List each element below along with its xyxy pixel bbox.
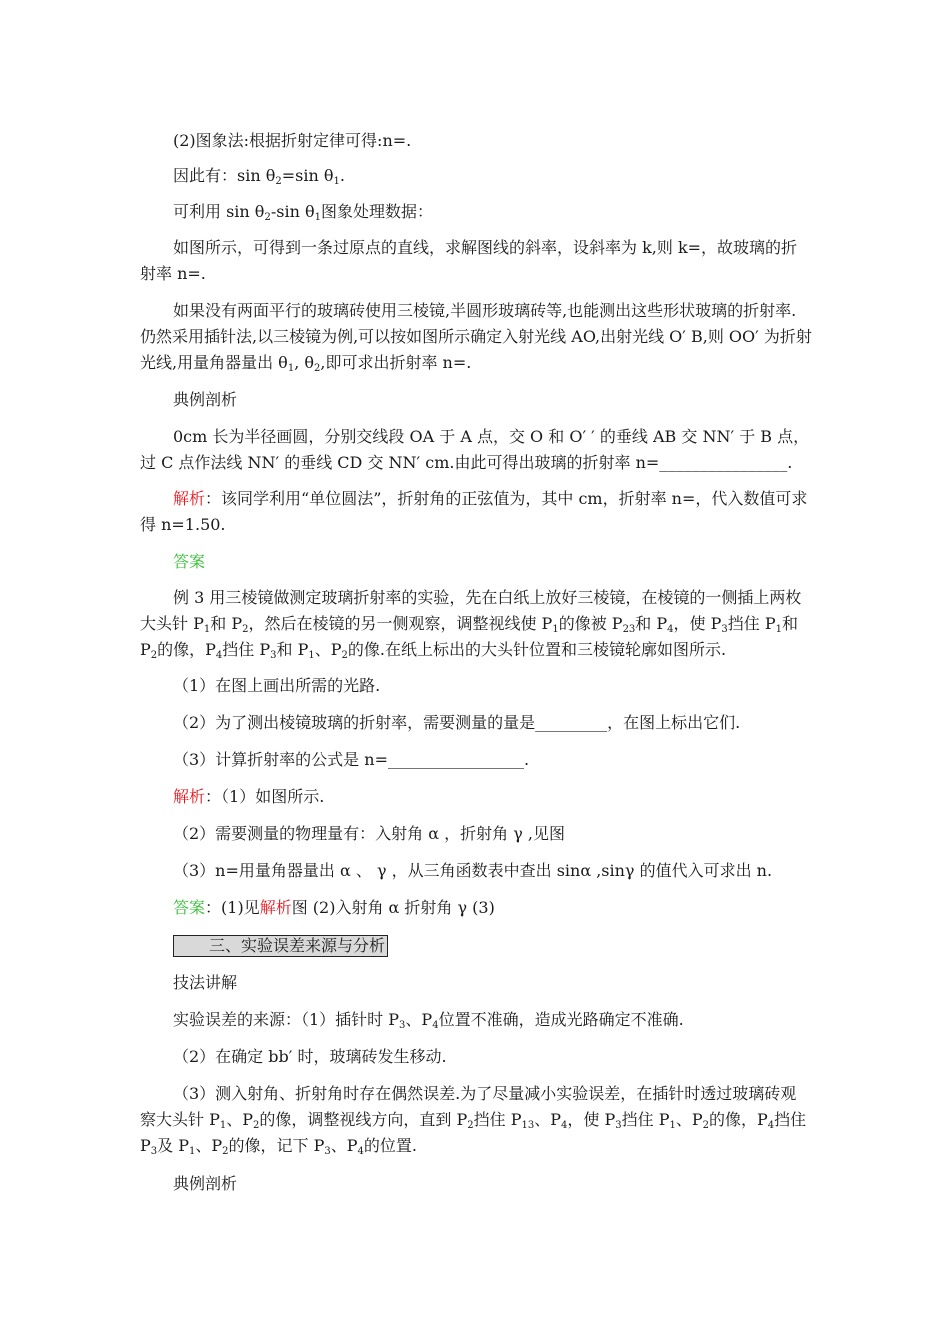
subscript: 3: [270, 650, 277, 661]
subscript: 4: [561, 1120, 568, 1131]
subscript: 2: [314, 363, 321, 374]
subscript: 3: [399, 1020, 406, 1031]
paragraph-prism-method: [140, 298, 812, 376]
paragraph-example-3: [140, 585, 812, 663]
section-heading-error: [140, 933, 812, 959]
text: 图象处理数据：: [320, 202, 433, 221]
text: 的像.在纸上标出的大头针位置和三棱镜轮廓如图所示.: [347, 640, 727, 659]
text: 、P: [330, 1136, 358, 1155]
question-1: [173, 673, 813, 699]
subscript: 13: [521, 1120, 535, 1131]
text: 如果没有两面平行的玻璃砖使用三棱镜,半圆形玻璃砖等,也能测出这些形状玻璃的折射率.仍然采用插针法,以三棱镜为例,可以按如图所示确定入射光线 AO,出射光线 O′ B,则 OO′ 为折射光线,用量角器量出 θ: [140, 301, 812, 372]
text: ：(1)见: [205, 898, 260, 917]
answer-label: 答案: [173, 898, 206, 917]
analysis-label: 解析: [173, 489, 206, 508]
text: 和 P: [635, 614, 668, 633]
text: 如图所示，可得到一条过原点的直线，求解图线的斜率，设斜率为 k,则 k=，故玻璃的折射率 n=.: [140, 238, 798, 283]
paragraph-unit-circle-problem: [140, 424, 812, 476]
text: 的像，调整视线方向，直到 P: [259, 1110, 468, 1129]
subscript: 1: [219, 1120, 227, 1131]
subscript: 1: [308, 650, 315, 661]
text: 挡住 P: [140, 1110, 807, 1155]
subscript: 2: [264, 212, 271, 223]
subscript: 1: [314, 212, 321, 223]
text: 挡住 P: [473, 1110, 522, 1129]
subscript: 1: [552, 624, 559, 635]
subscript: 3: [721, 624, 728, 635]
text: 及 P: [157, 1136, 189, 1155]
subscript: 1: [189, 1146, 196, 1157]
text: 、P: [314, 640, 342, 659]
subscript: 3: [150, 1146, 158, 1157]
subscript: 4: [767, 1120, 775, 1131]
section-heading-example: [140, 387, 812, 413]
subscript: 23: [622, 624, 636, 635]
error-point-3: [140, 1081, 812, 1159]
text: 典例剖析: [173, 390, 238, 409]
heading-box: 三、实验误差来源与分析: [173, 935, 388, 957]
text: 的像，P: [709, 1110, 768, 1129]
text: （3）n=用量角器量出 α 、 γ ，从三角函数表中查出 sinα ,sinγ 的值代入可求出 n.: [173, 861, 773, 880]
text: ,即可求出折射率 n=.: [320, 353, 472, 372]
text: 、P: [405, 1010, 433, 1029]
text: 和 P: [140, 614, 799, 659]
subscript: 3: [324, 1146, 331, 1157]
text: 挡住 P: [621, 1110, 670, 1129]
text: 的像，记下 P: [228, 1136, 325, 1155]
text: 、P: [226, 1110, 254, 1129]
text: 、P: [534, 1110, 561, 1129]
text: 例 3 用三棱镜做测定玻璃折射率的实验，先在白纸上放好三棱镜，在棱镜的一侧插上两枚大头针 P: [140, 588, 802, 633]
text: 、P: [675, 1110, 703, 1129]
text: ：该同学利用“单位圆法”，折射角的正弦值为，其中 cm，折射率 n=，代入数值可求得 n=1.50.: [140, 489, 808, 534]
text: 和 P: [210, 614, 243, 633]
text: （3）测入射角、折射角时存在偶然误差.为了尽量减小实验误差，在插针时透过玻璃砖观察大头针 P: [140, 1084, 797, 1129]
analysis-label: 解析: [173, 787, 206, 806]
text: （2）需要测量的物理量有：入射角 α ，折射角 γ ,见图: [173, 824, 565, 843]
subscript: 2: [467, 1120, 474, 1131]
subscript: 2: [150, 650, 158, 661]
subscript: 1: [287, 363, 295, 374]
paragraph-sin-graph: [140, 199, 812, 225]
text: 可利用 sin θ: [173, 202, 265, 221]
subscript: 2: [341, 650, 348, 661]
text: 、P: [195, 1136, 223, 1155]
text: 技法讲解: [173, 973, 238, 992]
text: （2）在确定 bb′ 时，玻璃砖发生移动.: [173, 1047, 447, 1066]
subscript: 2: [275, 176, 282, 187]
subheading-technique: [140, 970, 812, 996]
paragraph-sin-relation: [140, 163, 812, 189]
subscript: 2: [253, 1120, 260, 1131]
text: -sin θ: [270, 202, 315, 221]
text: 的像被 P: [558, 614, 623, 633]
subscript: 3: [615, 1120, 622, 1131]
subscript: 1: [669, 1120, 676, 1131]
paragraph-graph-method: [140, 128, 812, 154]
error-point-2: [173, 1044, 813, 1070]
text: ，然后在棱镜的另一侧观察，调整视线使 P: [248, 614, 553, 633]
subscript: 4: [215, 650, 223, 661]
analysis-point-3: [173, 858, 813, 884]
text: 和 P: [276, 640, 309, 659]
subscript: 2: [702, 1120, 709, 1131]
section-heading-example-2: [140, 1171, 812, 1197]
subscript: 1: [775, 624, 782, 635]
text: 挡住 P: [727, 614, 776, 633]
subscript: 2: [242, 624, 249, 635]
subscript: 2: [222, 1146, 229, 1157]
text: 挡住 P: [222, 640, 271, 659]
text: , θ: [294, 353, 314, 372]
subscript: 4: [432, 1020, 439, 1031]
paragraph-answer-1: [140, 549, 812, 575]
text: （1）在图上画出所需的光路.: [173, 676, 381, 695]
paragraph-slope: [140, 235, 812, 287]
text: 典例剖析: [173, 1174, 238, 1193]
text: 的位置.: [363, 1136, 418, 1155]
text: =sin θ: [281, 166, 334, 185]
text: ，使 P: [567, 1110, 616, 1129]
text: 0cm 长为半径画圆，分别交线段 OA 于 A 点，交 O 和 O′ ′ 的垂线 AB 交 NN′ 于 B 点，过 C 点作法线 NN′ 的垂线 CD 交 NN′ cm.由此可得出玻璃的折射率 n=________________.: [140, 427, 810, 472]
subscript: 4: [667, 624, 674, 635]
paragraph-answer-2: [140, 895, 812, 921]
subscript: 1: [203, 624, 211, 635]
text: 因此有：sin θ: [173, 166, 276, 185]
analysis-point-2: [173, 821, 813, 847]
analysis-label: 解析: [259, 898, 292, 917]
text: ，使 P: [673, 614, 722, 633]
paragraph-analysis-2: [140, 784, 812, 810]
question-2: [173, 710, 813, 736]
text: .: [339, 166, 345, 185]
paragraph-error-source: [140, 1007, 812, 1033]
subscript: 1: [333, 176, 340, 187]
text: 图 (2)入射角 α 折射角 γ (3): [291, 898, 495, 917]
question-3: [173, 747, 813, 773]
text: （3）计算折射率的公式是 n=_________________.: [173, 750, 530, 769]
text: 实验误差的来源：（1）插针时 P: [173, 1010, 400, 1029]
text: ：（1）如图所示.: [205, 787, 325, 806]
subscript: 4: [357, 1146, 364, 1157]
text: （2）为了测出棱镜玻璃的折射率，需要测量的量是_________，在图上标出它们.: [173, 713, 741, 732]
text: (2)图象法:根据折射定律可得:n=.: [173, 131, 412, 150]
text: 的像，P: [157, 640, 216, 659]
answer-label: 答案: [173, 552, 206, 571]
paragraph-analysis-1: [140, 486, 812, 538]
text: 位置不准确，造成光路确定不准确.: [438, 1010, 684, 1029]
